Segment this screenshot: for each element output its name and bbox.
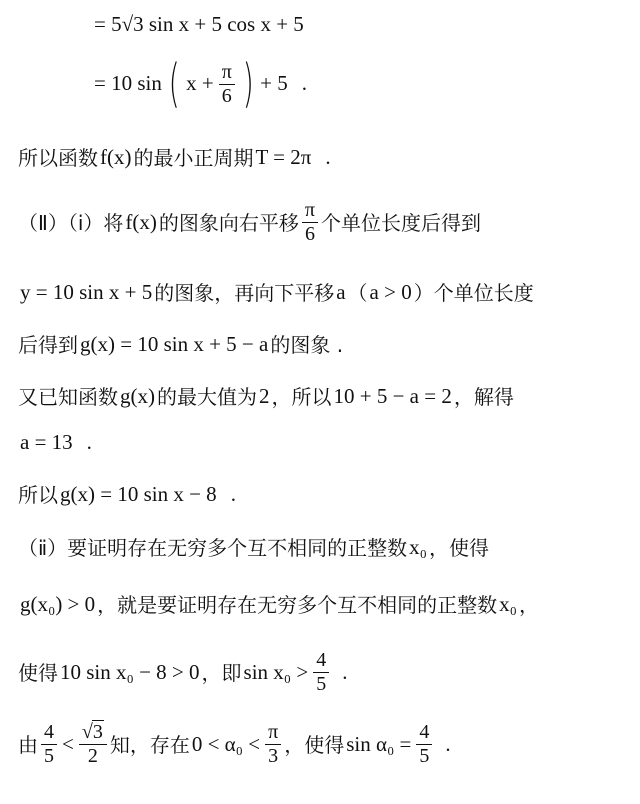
text: ， bbox=[518, 592, 539, 617]
line-4 bbox=[18, 200, 630, 245]
math: T = 2π bbox=[255, 145, 312, 169]
text: （ⅱ）要证明存在无穷多个互不相同的正整数 bbox=[18, 535, 408, 560]
text: 的图象向右平移 bbox=[158, 210, 299, 235]
text: （Ⅱ）（ⅰ）将 bbox=[18, 210, 124, 235]
math: 10 + 5 − a = 2 bbox=[333, 384, 452, 408]
period-mark: . bbox=[86, 430, 92, 454]
math: x₀ bbox=[409, 535, 427, 559]
right-paren: ) bbox=[242, 54, 254, 114]
fraction-numerator: π bbox=[265, 722, 281, 745]
fraction-denominator: 3 bbox=[268, 745, 279, 767]
fraction-numerator bbox=[79, 722, 107, 745]
line-1 bbox=[92, 12, 630, 37]
sqrt-symbol: √ bbox=[81, 721, 93, 743]
line-11 bbox=[18, 592, 630, 617]
math: 0 < α₀ < bbox=[191, 731, 261, 756]
left-paren: ( bbox=[168, 54, 180, 114]
math: g(x) bbox=[120, 384, 155, 408]
math: a bbox=[336, 280, 346, 304]
text: ，解得 bbox=[453, 384, 514, 409]
math: < bbox=[62, 731, 74, 756]
math: sin x₀ > bbox=[243, 659, 309, 684]
math: g(x) = 10 sin x + 5 − a bbox=[80, 332, 269, 356]
text: ，使得 bbox=[284, 732, 345, 757]
text: ）个单位长度 bbox=[413, 280, 534, 305]
math: a = 13 bbox=[20, 430, 73, 454]
math: sin α₀ = bbox=[346, 731, 412, 756]
fraction-denominator: 6 bbox=[304, 223, 315, 245]
text: 的图象，再向下平移 bbox=[154, 280, 335, 305]
math: g(x) = 10 sin x − 8 bbox=[60, 482, 217, 506]
text: 的最小正周期 bbox=[133, 145, 254, 170]
line-7 bbox=[18, 384, 630, 409]
math: f(x) bbox=[125, 209, 157, 234]
fraction-denominator: 5 bbox=[419, 745, 430, 767]
text: 所以 bbox=[18, 482, 58, 507]
text: （ bbox=[347, 280, 368, 305]
text: ，即 bbox=[201, 660, 242, 685]
fraction-denominator: 6 bbox=[221, 84, 232, 107]
math: g(x₀) > 0 bbox=[20, 592, 96, 616]
text: 的图象 . bbox=[270, 332, 344, 357]
fraction bbox=[302, 200, 318, 245]
math: 10 sin x₀ − 8 > 0 bbox=[60, 659, 200, 684]
period-mark: . bbox=[445, 731, 451, 756]
line-13 bbox=[18, 722, 630, 767]
math: y = 10 sin x + 5 bbox=[20, 280, 153, 304]
math: x₀ bbox=[499, 592, 517, 616]
period-mark: . bbox=[325, 145, 331, 169]
fraction-numerator: π bbox=[219, 62, 235, 85]
math: a > 0 bbox=[369, 280, 412, 304]
line-5 bbox=[18, 280, 630, 305]
fraction-numerator: 4 bbox=[416, 722, 432, 745]
fraction-numerator: π bbox=[302, 200, 318, 223]
line-6 bbox=[18, 332, 630, 357]
math: f(x) bbox=[100, 145, 132, 169]
period-mark: . bbox=[301, 71, 307, 96]
equation-part: = 10 sin bbox=[94, 71, 162, 96]
line-12 bbox=[18, 650, 630, 695]
fraction bbox=[313, 650, 329, 695]
fraction bbox=[79, 722, 107, 767]
line-10 bbox=[18, 535, 630, 560]
fraction-denominator: 5 bbox=[44, 745, 54, 767]
equation-part: + 5 bbox=[260, 71, 288, 96]
text: 个单位长度后得到 bbox=[321, 210, 481, 235]
fraction-numerator: 4 bbox=[41, 722, 57, 745]
text: 又已知函数 bbox=[18, 384, 118, 409]
text: ，使得 bbox=[428, 535, 489, 560]
text: 使得 bbox=[18, 660, 58, 685]
fraction bbox=[416, 722, 432, 767]
fraction bbox=[219, 62, 235, 107]
fraction-denominator: 5 bbox=[316, 673, 327, 695]
line-3 bbox=[18, 145, 630, 170]
line-8 bbox=[18, 430, 630, 455]
period-mark: . bbox=[230, 482, 236, 506]
text: 知，存在 bbox=[109, 732, 190, 757]
text: ，所以 bbox=[271, 384, 332, 409]
period-mark: . bbox=[342, 659, 348, 684]
line-9 bbox=[18, 482, 630, 507]
equation-part: x + bbox=[186, 71, 214, 96]
line-2 bbox=[92, 54, 630, 114]
text: 的最大值为 bbox=[157, 384, 257, 409]
text: 所以函数 bbox=[18, 145, 98, 170]
fraction-denominator: 2 bbox=[87, 745, 98, 767]
text: 由 bbox=[18, 732, 38, 757]
text: ，就是要证明存在无穷多个互不相同的正整数 bbox=[97, 592, 498, 617]
radicand: 3 bbox=[92, 721, 103, 743]
text: 后得到 bbox=[18, 332, 78, 357]
equation: = 5√3 sin x + 5 cos x + 5 bbox=[94, 12, 304, 36]
fraction bbox=[41, 722, 57, 767]
fraction bbox=[265, 722, 281, 767]
math: 2 bbox=[259, 384, 270, 408]
fraction-numerator: 4 bbox=[313, 650, 329, 673]
